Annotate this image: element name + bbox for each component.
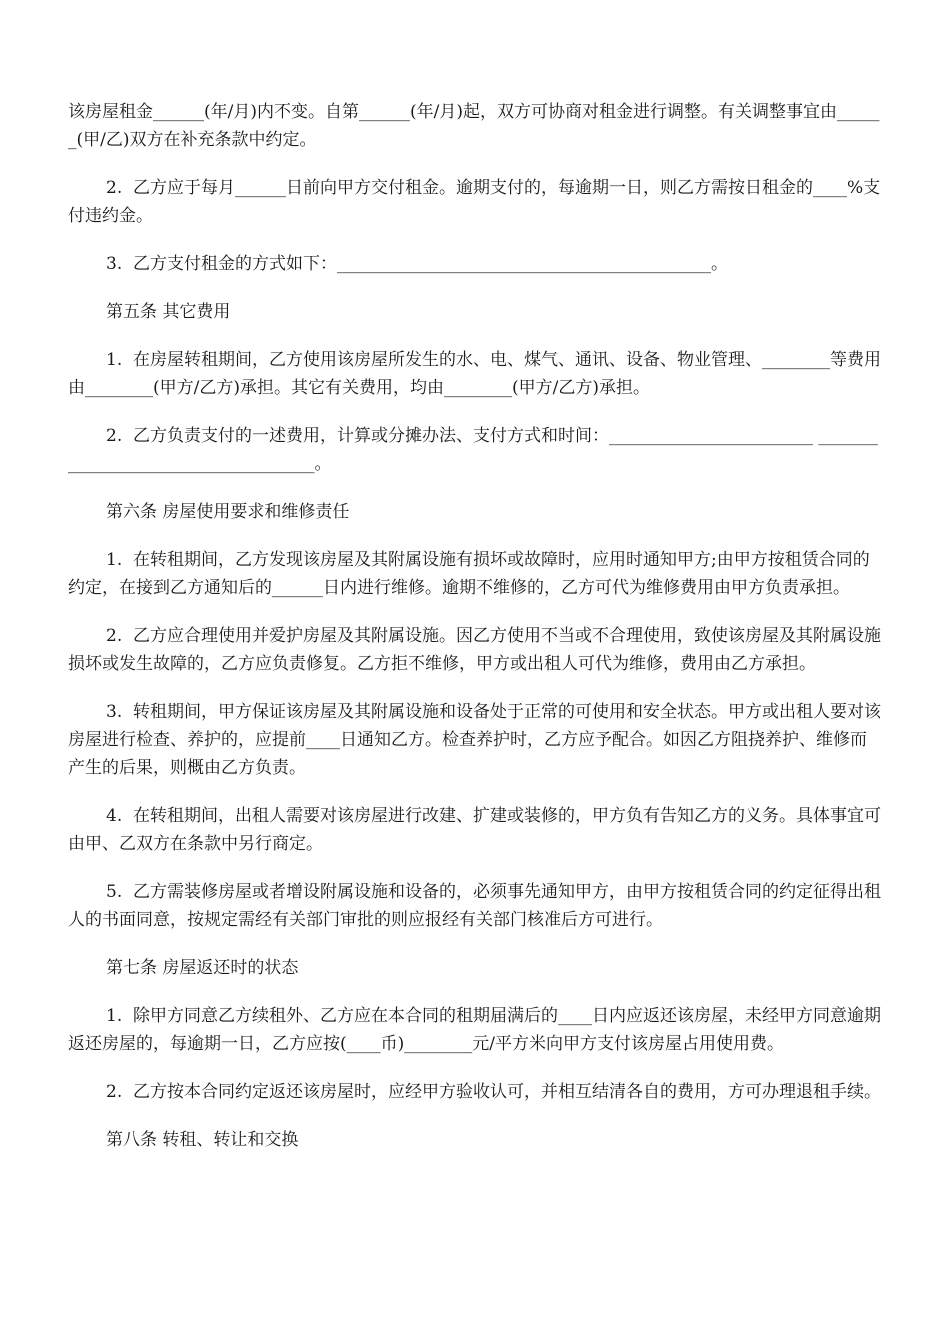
- paragraph-proper-use: 2. 乙方应合理使用并爱护房屋及其附属设施。因乙方使用不当或不合理使用，致使该房屋及其附属设施损坏或发生故障的，乙方应负责修复。乙方拒不维修，甲方或出租人可代为维修，费用由乙方承担。: [68, 626, 882, 674]
- paragraph-repair-notice: 1. 在转租期间，乙方发现该房屋及其附属设施有损坏或故障时，应用时通知甲方;由甲方按租赁合同的约定，在接到乙方通知后的______日内进行维修。逾期不维修的，乙方可代为维修费用由甲方负责承担。: [68, 550, 870, 598]
- paragraph-utility-fees: 1. 在房屋转租期间，乙方使用该房屋所发生的水、电、煤气、通讯、设备、物业管理、________等费用由________(甲方/乙方)承担。其它有关费用，均由________(甲方/乙方)承担。: [68, 350, 882, 398]
- section-heading-article-8: 第八条 转租、转让和交换: [106, 1130, 299, 1150]
- paragraph-return-deadline: 1. 除甲方同意乙方续租外、乙方应在本合同的租期届满后的____日内应返还该房屋，未经甲方同意逾期返还房屋的，每逾期一日，乙方应按(____币)________元/平方米向甲方支付该房屋占用使用费。: [68, 1006, 882, 1054]
- paragraph-inspection: 3. 转租期间，甲方保证该房屋及其附属设施和设备处于正常的可使用和安全状态。甲方或出租人要对该房屋进行检查、养护的，应提前____日通知乙方。检查养护时，乙方应予配合。如因乙方阻挠养护、维修而产生的后果，则概由乙方负责。: [68, 702, 882, 778]
- document-page: [68, 98, 883, 1174]
- section-heading-article-7: 第七条 房屋返还时的状态: [106, 958, 299, 978]
- section-heading-article-6: 第六条 房屋使用要求和维修责任: [106, 502, 350, 522]
- paragraph-return-inspection: 2. 乙方按本合同约定返还该房屋时，应经甲方验收认可，并相互结清各自的费用，方可办理退租手续。: [106, 1082, 882, 1102]
- paragraph-decoration: 5. 乙方需装修房屋或者增设附属设施和设备的，必须事先通知甲方，由甲方按租赁合同的约定征得出租人的书面同意，按规定需经有关部门审批的则应报经有关部门核准后方可进行。: [68, 882, 882, 930]
- paragraph-rent-adjustment: 该房屋租金______(年/月)内不变。自第______(年/月)起，双方可协商对租金进行调整。有关调整事宜由______(甲/乙)双方在补充条款中约定。: [68, 102, 880, 150]
- paragraph-rent-due-date: 2. 乙方应于每月______日前向甲方交付租金。逾期支付的，每逾期一日，则乙方需按日租金的____%支付违约金。: [68, 178, 881, 226]
- section-heading-article-5: 第五条 其它费用: [106, 302, 231, 322]
- paragraph-payment-method: 3. 乙方支付租金的方式如下：____________________________________________。: [106, 254, 729, 274]
- paragraph-fee-payment: 2. 乙方负责支付的一述费用，计算或分摊办法、支付方式和时间：________________________ ____________________________________。: [68, 426, 878, 474]
- paragraph-renovation: 4. 在转租期间，出租人需要对该房屋进行改建、扩建或装修的，甲方负有告知乙方的义务。具体事宜可由甲、乙双方在条款中另行商定。: [68, 806, 882, 854]
